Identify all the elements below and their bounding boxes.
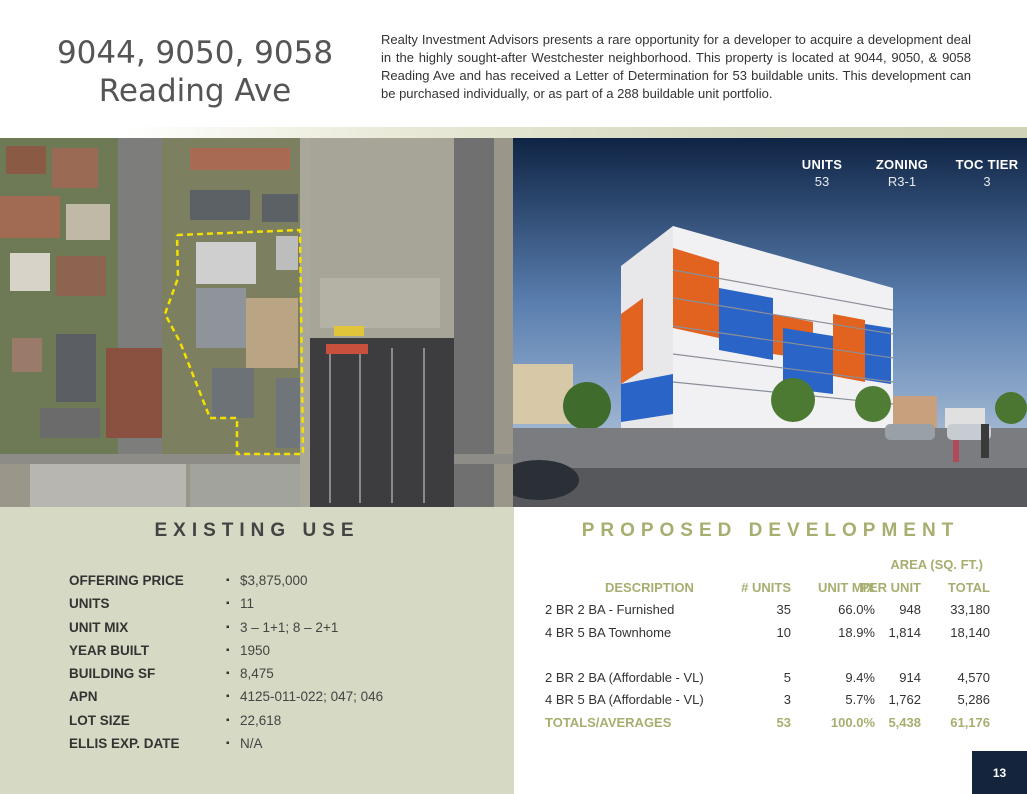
table-row bbox=[545, 601, 1005, 624]
fact-value: 4125-011-022; 047; 046 bbox=[240, 689, 384, 705]
proposed-development-heading: PROPOSED DEVELOPMENT bbox=[581, 520, 960, 541]
cell-description: 2 BR 2 BA (Affordable - VL) bbox=[545, 669, 704, 685]
fact-row bbox=[69, 619, 489, 642]
stat-units-label: UNITS bbox=[801, 157, 843, 172]
fact-value: $3,875,000 bbox=[240, 573, 308, 588]
existing-use-heading: EXISTING USE bbox=[154, 520, 360, 541]
stat-units-value: 53 bbox=[814, 174, 830, 189]
table-row bbox=[545, 691, 1005, 714]
cell-description: 4 BR 5 BA (Affordable - VL) bbox=[545, 692, 704, 707]
cell-units: 35 bbox=[776, 602, 791, 617]
fact-value: 11 bbox=[240, 596, 255, 612]
fact-row bbox=[69, 712, 489, 735]
intro-paragraph: Realty Investment Advisors presents a rare opportunity for a developer to acquire a development deal in the highly sought-after Westchester neighborhood. This property is located at 9044, 9050, & 9058 Reading Ave and has received a Letter of Determination for 53 buildable units. This development can be purchased individually, or as part of a 288 buildable unit portfolio. bbox=[381, 32, 971, 101]
bullet-icon: ▪ bbox=[226, 644, 230, 656]
fact-label: LOT SIZE bbox=[69, 712, 130, 728]
fact-row bbox=[69, 665, 489, 688]
header-divider bbox=[0, 127, 1027, 138]
cell-unit-mix: 5.7% bbox=[845, 692, 875, 707]
stat-toc-tier-label: TOC TIER bbox=[955, 157, 1019, 172]
col-per-unit: PER UNIT bbox=[860, 579, 921, 595]
bullet-icon: ▪ bbox=[226, 598, 230, 610]
fact-label: YEAR BUILT bbox=[69, 642, 149, 658]
totals-units: 53 bbox=[776, 714, 791, 730]
cell-units: 3 bbox=[783, 692, 791, 707]
totals-label: TOTALS/AVERAGES bbox=[545, 714, 672, 730]
cell-per-unit: 914 bbox=[899, 669, 921, 685]
aerial-photo bbox=[0, 138, 513, 507]
totals-per-unit: 5,438 bbox=[888, 714, 921, 730]
col-total: TOTAL bbox=[947, 579, 990, 595]
page-title bbox=[40, 34, 350, 110]
bullet-icon: ▪ bbox=[226, 738, 230, 750]
table-row bbox=[545, 669, 1005, 692]
fact-label: UNIT MIX bbox=[69, 619, 129, 635]
fact-value: 1950 bbox=[240, 642, 271, 658]
stat-zoning bbox=[862, 157, 942, 191]
cell-total: 5,286 bbox=[957, 692, 990, 707]
cell-unit-mix: 66.0% bbox=[838, 602, 875, 617]
cell-total: 4,570 bbox=[957, 669, 990, 685]
table-totals-row bbox=[545, 714, 1005, 737]
fact-label: ELLIS EXP. DATE bbox=[69, 736, 180, 752]
cell-units: 5 bbox=[783, 669, 791, 685]
totals-unit-mix: 100.0% bbox=[830, 714, 875, 730]
stat-zoning-label: ZONING bbox=[875, 157, 929, 172]
aerial-map-illustration bbox=[0, 138, 513, 507]
cell-total: 33,180 bbox=[950, 602, 990, 617]
table-row bbox=[545, 624, 1005, 647]
fact-label: OFFERING PRICE bbox=[69, 573, 184, 588]
bullet-icon: ▪ bbox=[226, 714, 230, 726]
cell-units: 10 bbox=[776, 624, 791, 640]
fact-row bbox=[69, 642, 489, 665]
key-stats bbox=[787, 157, 1027, 197]
bullet-icon: ▪ bbox=[226, 621, 230, 633]
col-description: DESCRIPTION bbox=[605, 579, 694, 595]
page-number: 13 bbox=[972, 751, 1027, 794]
title-line-1: 9044, 9050, 9058 bbox=[56, 35, 334, 71]
cell-per-unit: 948 bbox=[899, 602, 921, 617]
cell-description: 4 BR 5 BA Townhome bbox=[545, 624, 672, 640]
cell-unit-mix: 9.4% bbox=[845, 669, 875, 685]
fact-value: 3 – 1+1; 8 – 2+1 bbox=[240, 619, 339, 635]
cell-per-unit: 1,814 bbox=[888, 624, 921, 640]
fact-value: N/A bbox=[240, 736, 263, 752]
col-units: # UNITS bbox=[741, 579, 791, 595]
table-area-header bbox=[545, 556, 1005, 579]
cell-total: 18,140 bbox=[950, 624, 990, 640]
table-header-row bbox=[545, 579, 1005, 602]
fact-row bbox=[69, 595, 489, 618]
fact-row bbox=[69, 735, 489, 758]
cell-description: 2 BR 2 BA - Furnished bbox=[545, 602, 675, 617]
stat-zoning-value: R3-1 bbox=[887, 174, 917, 189]
bullet-icon: ▪ bbox=[226, 668, 230, 680]
table-row-spacer bbox=[545, 646, 1005, 669]
col-unit-mix: UNIT MIX bbox=[817, 579, 875, 595]
fact-label: BUILDING SF bbox=[69, 666, 156, 682]
cell-per-unit: 1,762 bbox=[888, 692, 921, 707]
bullet-icon: ▪ bbox=[226, 575, 230, 586]
proposed-development-table bbox=[545, 556, 1005, 736]
cell-unit-mix: 18.9% bbox=[838, 624, 875, 640]
title-line-2: Reading Ave bbox=[98, 73, 292, 109]
existing-facts-list bbox=[69, 572, 489, 758]
fact-label: APN bbox=[69, 689, 98, 705]
stat-toc-tier bbox=[947, 157, 1027, 191]
stat-toc-tier-value: 3 bbox=[983, 174, 991, 189]
bullet-icon: ▪ bbox=[226, 691, 230, 703]
fact-row bbox=[69, 688, 489, 711]
fact-value: 8,475 bbox=[240, 666, 274, 682]
totals-total: 61,176 bbox=[950, 714, 990, 730]
area-header: AREA (SQ. FT.) bbox=[890, 557, 983, 572]
fact-row bbox=[69, 572, 489, 595]
fact-value: 22,618 bbox=[240, 712, 282, 728]
fact-label: UNITS bbox=[69, 596, 110, 612]
stat-units bbox=[787, 157, 857, 191]
